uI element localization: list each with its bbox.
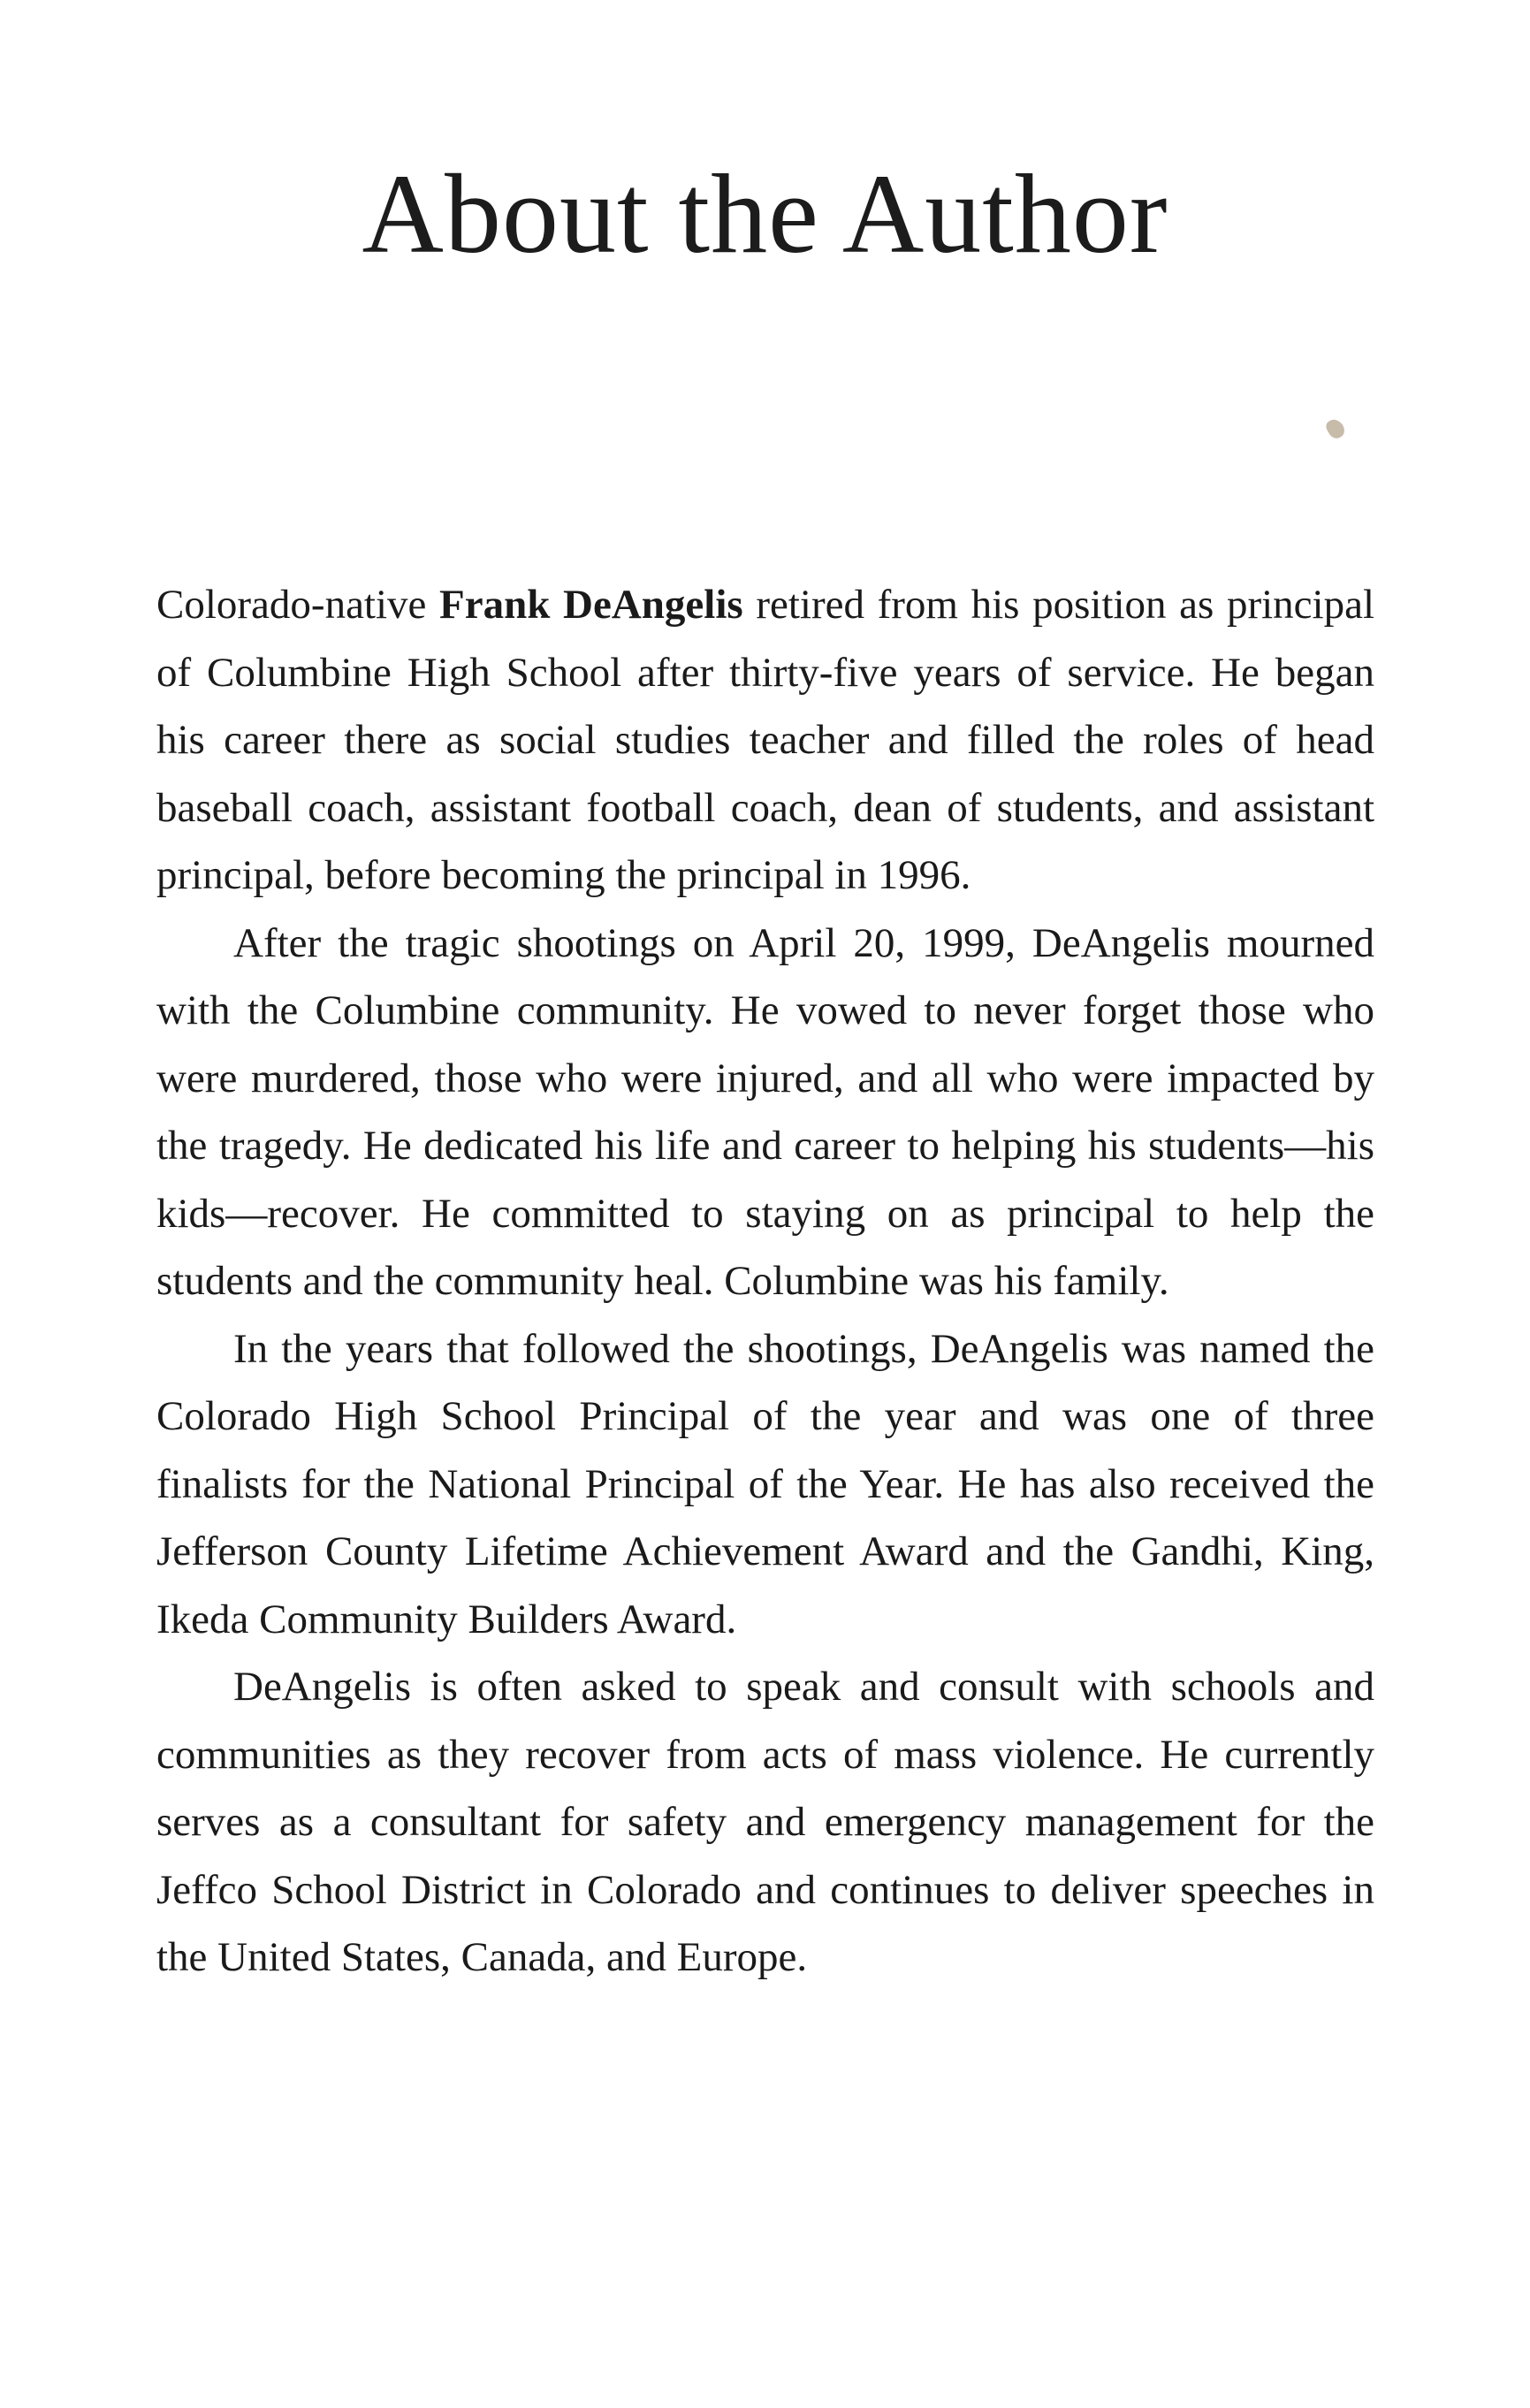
bio-p1-lead: Colorado-native: [156, 582, 440, 628]
bio-paragraph-2: After the tragic shootings on April 20, 1999, DeAngelis mourned with the Columbine community. He vowed to never forget those who were murdered, those who were injured, and all who were impacted by the tragedy. He dedicated his life and career to helping his students—his kids—recover. He committed to staying on as principal to help the students and the community heal. Columbine was his family.: [156, 919, 1374, 1304]
bio-paragraph-3: In the years that followed the shootings, DeAngelis was named the Colorado High School Principal of the year and was one of three finalists for the National Principal of the Year. He has also received the Jefferson County Lifetime Achievement Award and the Gandhi, King, Ikeda Community Builders Award.: [156, 1325, 1374, 1642]
bio-p1-rest: retired from his position as principal of Columbine High School after thirty-five years of service. He began his career there as social studies teacher and filled the roles of head baseball coach, assistant football coach, dean of students, and assistant principal, before becoming the principal in 1996.: [156, 582, 1374, 898]
author-name: Frank DeAngelis: [439, 582, 743, 628]
bio-paragraph-4: DeAngelis is often asked to speak and consult with schools and communities as they recover from acts of mass violence. He currently serves as a consultant for safety and emergency management for the Jeffco School District in Colorado and continues to deliver speeches in the United States, Canada, and Europe.: [156, 1664, 1374, 1980]
page-title: About the Author: [362, 151, 1168, 277]
paper-speck: [1324, 416, 1348, 441]
bio-paragraph-1: [156, 571, 1374, 910]
author-bio: [156, 571, 1374, 1992]
